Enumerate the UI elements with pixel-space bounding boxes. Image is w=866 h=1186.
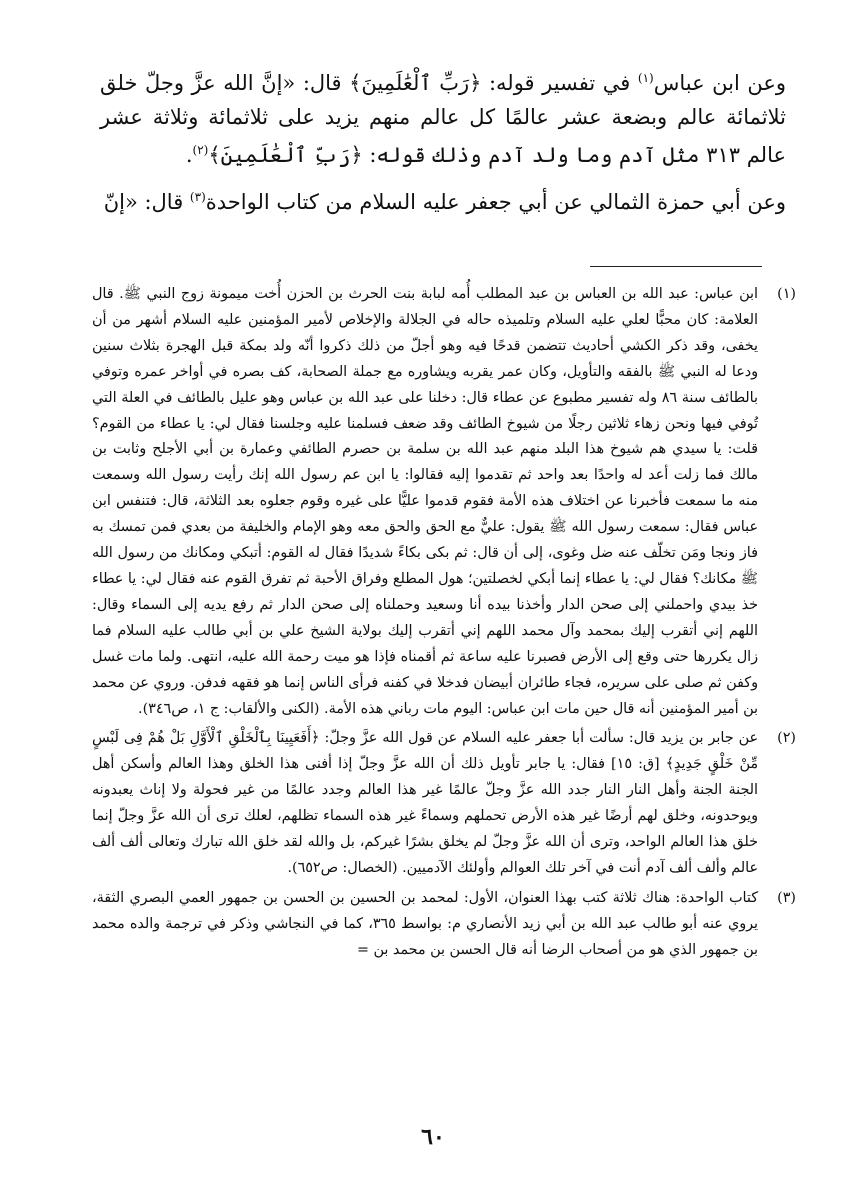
footnotes bbox=[92, 282, 796, 968]
footnote-number: (١) bbox=[777, 286, 796, 302]
main-paragraph-1-part-a: وعن ابن عباس bbox=[653, 71, 786, 95]
footnote-number: (٢) bbox=[777, 730, 796, 747]
main-paragraph-1 bbox=[100, 62, 786, 173]
footnote-text: كتاب الواحدة: هناك ثلاثة كتب بهذا العنوان، الأول: لمحمد بن الحسين بن الحسن بن جمهور العمي البصري الثقة، يروي عنه أبو طالب عبد الله بن أبي زيد الأنصاري م: بواسط ٣٦٥، كما في النجاشي وذكر في ترجمة والده محمد بن جمهور الذي هو من أصحاب الرضا أنه قال الحسن بن محمد بن = bbox=[92, 889, 758, 958]
main-text bbox=[100, 62, 786, 227]
footnote-1 bbox=[92, 282, 796, 722]
footnote-text: عن جابر بن يزيد قال: سألت أبا جعفر عليه السلام عن قول الله عزَّ وجلّ: ﴿أَفَعَيِينَا بِٱلْخَلْقِ ٱلْأَوَّلِ بَلْ هُمْ فِى لَبْسٍ مِّنْ خَلْقٍ جَدِيدٍ﴾ [ق: ١٥] فقال: يا جابر تأويل ذلك أن الله عزَّ وجلّ إذا أفنى هذا الخلق وهذا العالم وأسكن أهل الجنة الجنة وأهل النار النار جدد الله عزَّ وجلّ عالمًا غير هذا العالم وجدد عالمًا من غير فحولة ولا إناث يعبدونه ويوحدونه، وخلق لهم أرضًا غير هذه الأرض تحملهم وسماءً غير هذه السماء تظلهم، لعلك ترى أن الله عزَّ وجلّ إنما خلق هذا العالم الواحد، وترى أن الله عزَّ وجلّ لم يخلق بشرًا غيركم، بل والله لقد خلق الله تبارك وتعالى ألف ألف عالم وألف ألف آدم أنت في آخر تلك العوالم وأولئك الآدميين. (الخصال: ص٦٥٢). bbox=[92, 730, 758, 876]
footnote-text: ابن عباس: عبد الله بن العباس بن عبد المطلب أُمه لبابة بنت الحرث بن الحزن أُخت ميمونة زوج النبي ﷺ. قال العلامة: كان محبًّا لعلي عليه السلام وتلميذه حاله في الجلالة والإخلاص لأمير المؤمنين عليه السلام أشهر من أن يخفى، وقد ذكر الكشي أحاديث تتضمن قدحًا فيه وهو أجلّ من ذلك ذكروا أنّه ولد بمكة قبل الهجرة بثلاث سنين ودعا له النبي ﷺ بالفقه والتأويل، وكان عمر يقربه ويشاوره مع جملة الصحابة، كف بصره في أواخر عمره وتوفي بالطائف سنة ٨٦ وله تفسير مطبوع عن عطاء قال: دخلنا على عبد الله بن عباس وهو عليل بالطائف في العلة التي تُوفي فيها ونحن زهاء ثلاثين رجلًا من شيوخ الطائف وقد ضعف فسلمنا عليه وجلسنا فقال لي: يا عطاء من القوم؟ قلت: يا سيدي هم شيوخ هذا البلد منهم عبد الله بن سلمة بن حصرم الطائفي وعمارة بن أبي الأجلح وثابت بن مالك فما زلت أعد له واحدًا بعد واحد ثم تقدموا إليه فقالوا: يا ابن عم رسول الله إنك رأيت رسول الله وسمعت منه ما سمعت فأخبرنا عن اختلاف هذه الأمة فقوم قدموا عليًّا على غيره وقوم جعلوه بعد الثلاثة، قال: فتنفس ابن عباس فقال: سمعت رسول الله ﷺ يقول: عليٌّ مع الحق والحق معه وهو الإمام والخليفة من بعدي فمن تمسك به فاز ونجا ومَن تخلّف عنه ضل وغوى، إلى أن قال: ثم بكى بكاءً شديدًا فقال له القوم: أتبكي ومكانك من رسول الله ﷺ مكانك؟ فقال لي: يا عطاء إنما أبكي لخصلتين؛ هول المطلع وفراق الأحبة ثم تفرق القوم عنه فقال لي: يا عطاء خذ بيدي واحملني إلى صحن الدار وأخذنا بيده أنا وسعيد وحملناه إلى صحن الدار ثم رفع يديه إلى السماء وقال: اللهم إني أتقرب إليك بمحمد وآل محمد اللهم إني أتقرب إليك بولاية الشيخ علي بن أبي طالب عليه السلام فما زال يكررها حتى وقع إلى الأرض فصبرنا عليه ساعة ثم أقمناه فإذا هو ميت رحمة الله عليه، انتهى. ولما مات غسل وكفن ثم صلى على سريره، فجاء طائران أبيضان فدخلا في كفنه فرأى الناس إنما هو فقهه فدفن. وروي عن محمد بن أمير المؤمنين أنه قال حين مات ابن عباس: اليوم مات رباني هذه الأمة. (الكنى والألقاب: ج ١، ص٣٤٦). bbox=[92, 286, 758, 717]
page-number: ٦٠ bbox=[421, 1124, 445, 1150]
footnote-ref-3: (٣) bbox=[189, 189, 206, 204]
main-paragraph-1-part-b: في تفسير قوله: ﴿رَبِّ ٱلْعَٰلَمِينَ﴾ قال: «إنَّ الله عزَّ وجلّ خلق ثلاثمائة عالم وبضعة عشر عالمًا كل عالم منهم يزيد على ثلاثمائة وثلاثة عشر عالم ٣١٣ مثل آدم وما ولد آدم وذلك قوله: ﴿رَبِّ ٱلْعَٰلَمِينَ﴾ bbox=[100, 71, 786, 167]
main-paragraph-2-part-a: وعن أبي حمزة الثمالي عن أبي جعفر عليه السلام من كتاب الواحدة bbox=[205, 189, 786, 214]
main-paragraph-2-part-b: قال: «إنّ bbox=[103, 189, 190, 214]
footnote-ref-1: (١) bbox=[637, 71, 654, 85]
main-paragraph-2 bbox=[100, 181, 786, 220]
footnote-number: (٣) bbox=[777, 889, 796, 906]
footnote-3 bbox=[92, 886, 796, 964]
footnote-ref-2: (٢) bbox=[192, 143, 209, 157]
footnote-2 bbox=[92, 726, 796, 881]
main-paragraph-1-part-c: . bbox=[185, 143, 193, 167]
footnote-divider bbox=[590, 266, 762, 267]
